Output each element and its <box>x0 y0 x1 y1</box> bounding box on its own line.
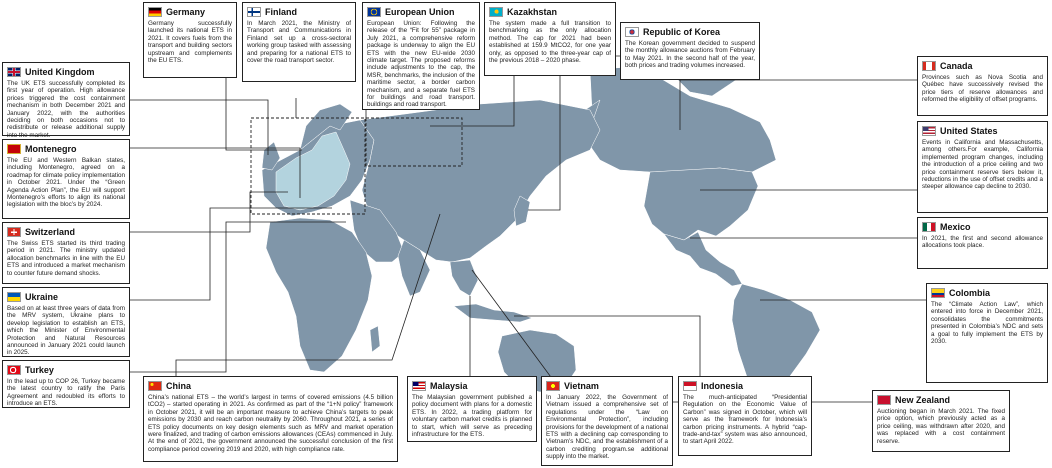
indonesia-title: Indonesia <box>701 381 744 391</box>
us-title: United States <box>940 126 998 136</box>
montenegro-title: Montenegro <box>25 144 77 154</box>
kazakhstan-text: The system made a full transition to benchmarking as the only allocation method. The cap for 2021 had been established at 159.9 MtCO2, for one year only, as opposed to the three-year cap of the previous 2018 – 2020 phase. <box>489 20 611 65</box>
vietnam-info-box <box>541 376 673 466</box>
ukraine-text: Based on at least three years of data from the MRV system, Ukraine plans to develop legislation to establish an ETS, which the Minister of Environmental Protection and Natural Resources announced in January 2021 could launch in 2025. <box>7 305 125 357</box>
turkey-info-box <box>2 360 130 408</box>
land-masses <box>262 36 820 430</box>
turkey-flag-icon <box>7 365 21 375</box>
mexico-shape <box>664 232 742 286</box>
uk-title: United Kingdom <box>25 67 95 77</box>
us-flag-icon <box>922 126 936 136</box>
indonesia-shape <box>454 304 532 322</box>
canada-text: Provinces such as Nova Scotia and Québec have successively revised the price tiers of reserve allowances and reformed the eligibility of offset programs. <box>922 74 1043 104</box>
canada-info-box <box>917 56 1048 116</box>
ukraine-flag-icon <box>7 292 21 302</box>
colombia-info-box <box>926 283 1048 383</box>
newzealand-text: Auctioning began in March 2021. The fixed price option, which previously acted as a price ceiling, was withdrawn after 2020, and was replaced with a cost containment reserve. <box>877 408 1005 445</box>
new-zealand-flag-icon <box>877 395 891 405</box>
africa-shape <box>266 218 372 372</box>
china-title: China <box>166 381 192 391</box>
finland-title: Finland <box>265 7 297 17</box>
mexico-text: In 2021, the first and second allowance allocations took place. <box>922 235 1043 250</box>
indonesia-info-box <box>678 376 812 456</box>
us-info-box <box>917 121 1048 213</box>
kazakhstan-info-box <box>484 2 616 76</box>
switzerland-info-box <box>2 222 130 284</box>
mexico-flag-icon <box>922 222 936 232</box>
indonesia-text: The much-anticipated “Presidential Regulation on the Economic Value of Carbon” was signed in October, which will serve as the framework for Indonesia’s carbon pricing instruments. A hybrid “cap-trade-and-tax” system was also announced, to start April 2022. <box>683 394 807 446</box>
eu-flag-icon <box>367 7 381 17</box>
germany-text: Germany successfully launched its national ETS in 2021. It covers fuels from the transport and building sectors upstream and complements the EU ETS. <box>148 20 232 65</box>
turkey-title: Turkey <box>25 365 54 375</box>
uk-leader <box>130 100 268 155</box>
korea-text: The Korean government decided to suspend the monthly allowance auctions from February to May 2021. In the second half of the year, both prices and trading volumes increased. <box>625 40 755 70</box>
eu-text: European Union: Following the release of the “Fit for 55” package in July 2021, a comprehensive reform package is underway to align the EU ETS with the new EU-wide 2030 climate target. The proposed reforms include adjustments to the cap, the MSR, benchmarks, the inclusion of the maritime sector, a border carbon mechanism, and a separate fuel ETS for buildings and road transport. buildings and road transport. <box>367 20 475 109</box>
kazakhstan-flag-icon <box>489 7 503 17</box>
korea-flag-icon <box>625 27 639 37</box>
switzerland-text: The Swiss ETS started its third trading period in 2021. The ministry updated allocation benchmarks in line with the EU ETS and introduced a market mechanism to counter future demand shocks. <box>7 240 125 277</box>
usa-shape <box>644 168 758 240</box>
indonesia-flag-icon <box>683 381 697 391</box>
colombia-title: Colombia <box>949 288 991 298</box>
china-flag-icon <box>148 381 162 391</box>
malaysia-flag-icon <box>412 381 426 391</box>
canada-flag-icon <box>922 61 936 71</box>
vietnam-title: Vietnam <box>564 381 599 391</box>
switzerland-flag-icon <box>7 227 21 237</box>
kazakhstan-title: Kazakhstan <box>507 7 558 17</box>
eu-info-box <box>362 2 480 110</box>
korea-info-box <box>620 22 760 80</box>
vietnam-text: In January 2022, the Government of Vietnam issued a comprehensive set of regulations under the “Law on Environmental Protection”, including provisions for the development of a national ETS with a declining cap corresponding to Vietnam’s NDC, and the establishment of a carbon crediting program.se additional supply into the market. <box>546 394 668 461</box>
malaysia-info-box <box>407 376 537 442</box>
ukraine-title: Ukraine <box>25 292 59 302</box>
montenegro-info-box <box>2 139 130 219</box>
switzerland-title: Switzerland <box>25 227 76 237</box>
mexico-title: Mexico <box>940 222 971 232</box>
vietnam-flag-icon <box>546 381 560 391</box>
uk-flag-icon <box>7 67 21 77</box>
finland-flag-icon <box>247 7 261 17</box>
madagascar-shape <box>370 326 380 352</box>
us-text: Events in California and Massachusetts, among others.For example, California implemented program changes, including the introduction of a price ceiling and two price containment reserve tiers below it, reductions in the use of offset credits and a steeper allowance cap decline to 2030. <box>922 139 1043 191</box>
germany-title: Germany <box>166 7 206 17</box>
china-text: China’s national ETS – the world’s largest in terms of covered emissions (4.5 billion tCO2) – started operating in 2021. As confirmed as part of the “1+N policy” framework in October 2021, it will be an important measure to achieve China’s targets to peak emissions by 2030 and reach carbon neutrality by 2060. Throughout 2021, a series of ETS policy documents on key design elements such as MRV and market operation were finalized, and trading of carbon emissions allowances (CEAs) commenced in July. At the end of 2021, the government announced the successful conclusion of the first compliance period covering 2019 and 2020, with high compliance rate. <box>148 394 393 453</box>
newzealand-title: New Zealand <box>895 395 951 405</box>
ukraine-info-box <box>2 287 130 357</box>
malaysia-title: Malaysia <box>430 381 468 391</box>
germany-info-box <box>143 2 237 78</box>
germany-flag-icon <box>148 7 162 17</box>
uk-info-box <box>2 62 130 139</box>
korea-title: Republic of Korea <box>643 27 721 37</box>
eu-title: European Union <box>385 7 455 17</box>
newzealand-info-box <box>872 390 1010 452</box>
montenegro-flag-icon <box>7 144 21 154</box>
china-info-box <box>143 376 398 462</box>
mexico-info-box <box>917 217 1048 269</box>
southeast-asia-shape <box>450 260 478 296</box>
turkey-text: In the lead up to COP 26, Turkey became the latest country to ratify the Paris Agreement and redoubled its efforts to introduce an ETS. <box>7 378 125 408</box>
switzerland-leader <box>130 192 288 232</box>
uk-text: The UK ETS successfully completed its first year of operation. High allowance prices triggered the cost containment mechanism in both December 2021 and January 2022, with the authorities deciding on both occasions not to redistribute or release additional supply into the market. <box>7 80 125 139</box>
finland-text: In March 2021, the Ministry of Transport and Communications in Finland set up a cross-sectoral working group tasked with assessing and preparing for a national ETS to cover the road transport sector. <box>247 20 351 65</box>
canada-title: Canada <box>940 61 973 71</box>
montenegro-text: The EU and Western Balkan states, including Montenegro, agreed on a roadmap for climate policy implementation in October 2021. Under the “Green Agenda Action Plan”, the EU will support Montenegro’s efforts to align its national legislation with the bloc’s by 2024. <box>7 157 125 209</box>
finland-info-box <box>242 2 356 82</box>
malaysia-text: The Malaysian government published a policy document with plans for a domestic ETS. In 2022, a trading platform for voluntary carbon market credits is planned to start, which will serve as preceding infrastructure for the ETS. <box>412 394 532 439</box>
colombia-flag-icon <box>931 288 945 298</box>
germany-leader <box>226 78 302 150</box>
colombia-text: The “Climate Action Law”, which entered into force in December 2021, consolidates the commitments presented in Colombia’s NDC and sets a goal to fully implement the ETS by 2030. <box>931 301 1043 346</box>
